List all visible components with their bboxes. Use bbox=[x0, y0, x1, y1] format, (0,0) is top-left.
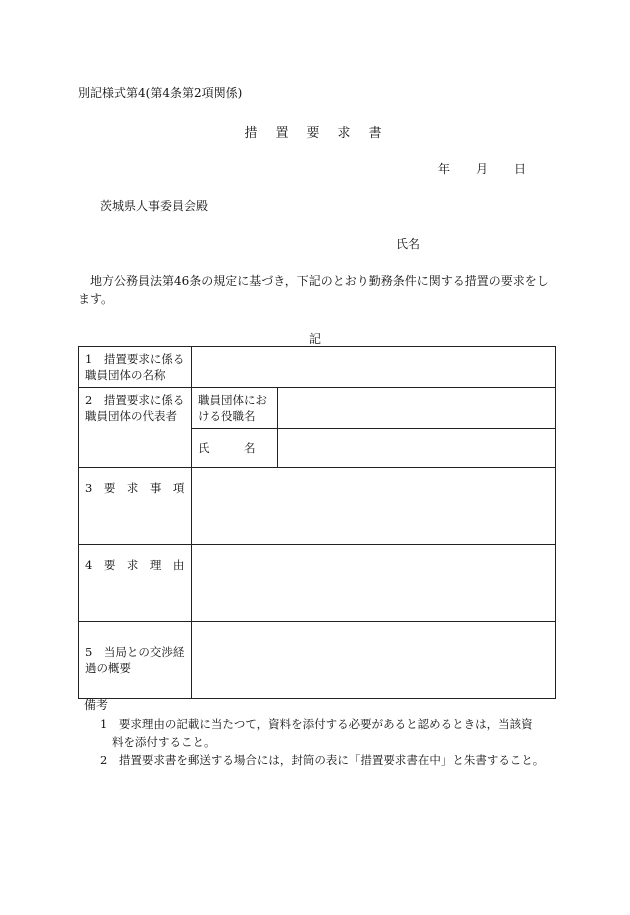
date-month: 月 bbox=[475, 162, 488, 176]
table-row bbox=[79, 545, 556, 622]
request-form-table bbox=[78, 346, 556, 699]
note-1: 1 要求理由の記載に当たつて，資料を添付する必要があると認めるときは，当該資 bbox=[100, 717, 533, 731]
note-2: 2 措置要求書を郵送する場合には，封筒の表に「措置要求書在中」と朱書すること。 bbox=[100, 753, 545, 767]
position-title-label: 職員団体における役職名 bbox=[192, 388, 278, 429]
representative-name-label: 氏 名 bbox=[192, 429, 278, 468]
table-row bbox=[79, 622, 556, 699]
request-items-field[interactable] bbox=[192, 468, 556, 545]
date-year: 年 bbox=[437, 162, 450, 176]
representative-name-field[interactable] bbox=[278, 429, 556, 468]
date-line bbox=[418, 160, 526, 177]
notes-title: 備考 bbox=[84, 698, 109, 712]
representative-label: 2 措置要求に係る職員団体の代表者 bbox=[79, 388, 192, 468]
request-reason-label: 4 要 求 理 由 bbox=[79, 545, 192, 622]
org-name-label: 1 措置要求に係る職員団体の名称 bbox=[79, 347, 192, 388]
date-day: 日 bbox=[513, 162, 526, 176]
request-reason-field[interactable] bbox=[192, 545, 556, 622]
table-row bbox=[79, 388, 556, 429]
form-reference: 別記様式第4(第4条第2項関係) bbox=[78, 86, 243, 100]
negotiation-summary-label: 5 当局との交渉経過の概要 bbox=[79, 622, 192, 699]
negotiation-summary-field[interactable] bbox=[192, 622, 556, 699]
position-title-field[interactable] bbox=[278, 388, 556, 429]
note-1-continued: 料を添付すること。 bbox=[112, 735, 216, 749]
request-items-label: 3 要 求 事 項 bbox=[79, 468, 192, 545]
addressee: 茨城県人事委員会殿 bbox=[100, 199, 209, 213]
ki-heading: 記 bbox=[308, 332, 321, 346]
document-title: 措置要求書 bbox=[244, 126, 400, 141]
table-row bbox=[79, 347, 556, 388]
name-label: 氏名 bbox=[396, 237, 421, 251]
table-row bbox=[79, 468, 556, 545]
body-text: 地方公務員法第46条の規定に基づき，下記のとおり勤務条件に関する措置の要求をします。 bbox=[78, 274, 549, 306]
org-name-field[interactable] bbox=[192, 347, 556, 388]
